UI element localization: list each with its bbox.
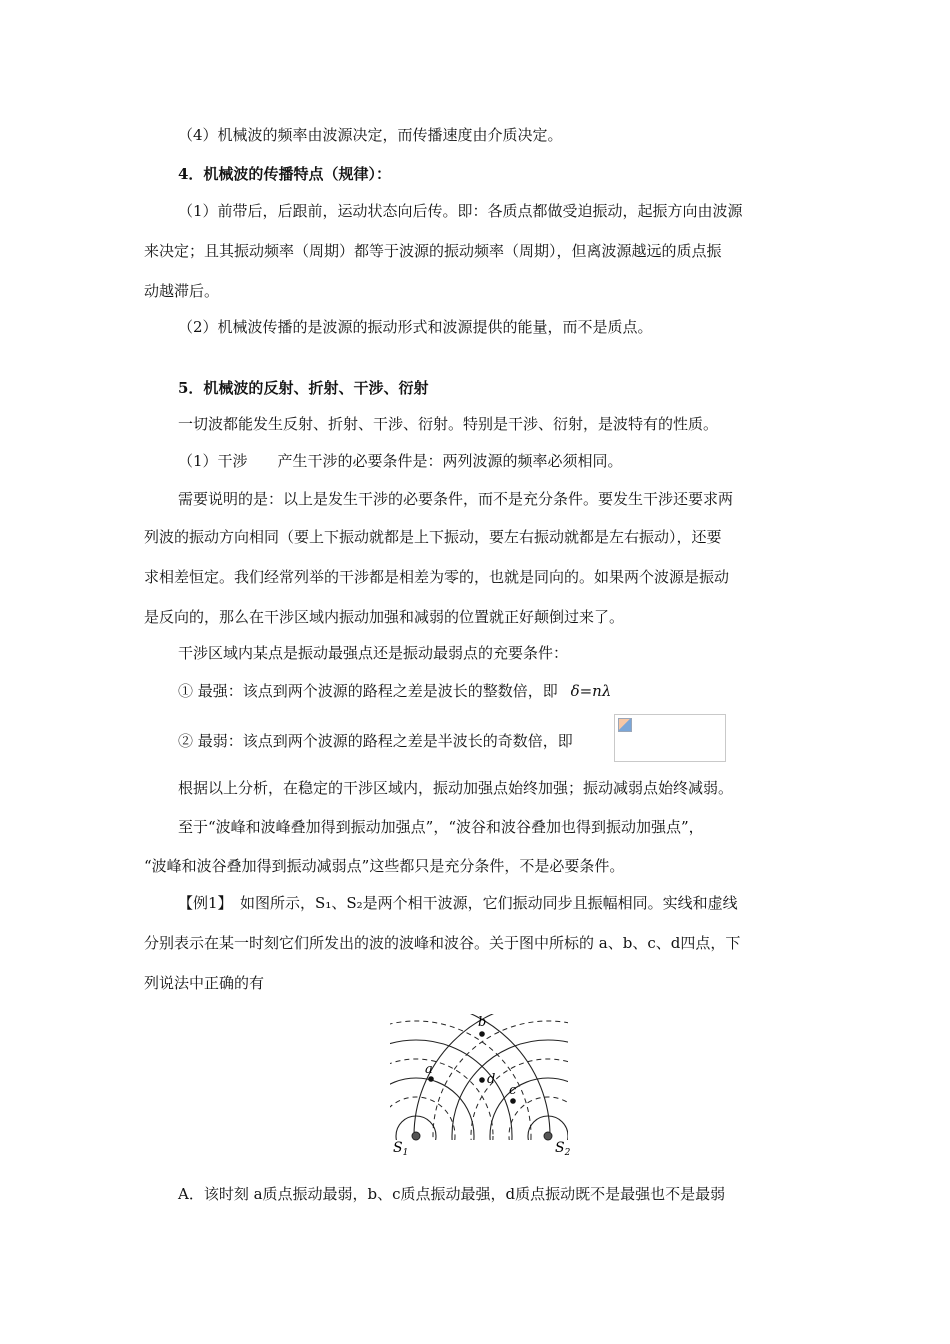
para-superposition-line1: 至于“波峰和波峰叠加得到振动加强点”，“波谷和波谷叠加也得到振动加强点”， [178,818,704,836]
label-s2: $S_2$ [555,1140,571,1158]
para-strong-weak-condition: 干涉区域内某点是振动最强点还是振动最弱点的充要条件： [178,644,569,662]
para-explanation-line3: 求相差恒定。我们经常列举的干涉都是相差为零的，也就是同向的。如果两个波源是振动 [144,568,730,586]
point-b [479,1031,485,1037]
broken-image-icon [618,718,632,732]
para-explanation-line1: 需要说明的是：以上是发生干涉的必要条件，而不是充分条件。要发生干涉还要求两 [178,490,734,508]
para-frequency-note: （4）机械波的频率由波源决定，而传播速度由介质决定。 [178,126,563,144]
interference-figure [384,1010,574,1160]
example-1-line1: 【例1】 如图所示，S₁、S₂是两个相干波源，它们振动同步且振幅相同。实线和虚线 [178,894,738,912]
para-explanation-line2: 列波的振动方向相同（要上下振动就都是上下振动，要左右振动就都是左右振动），还要 [144,528,722,546]
label-d: d [487,1072,496,1087]
para-explanation-line4: 是反向的，那么在干涉区域内振动加强和减弱的位置就正好颠倒过来了。 [144,608,625,626]
heading-reflection-interference: 5．机械波的反射、折射、干涉、衍射 [178,379,429,397]
source-s2-dot [544,1132,552,1140]
para-all-waves: 一切波都能发生反射、折射、干涉、衍射。特别是干涉、衍射，是波特有的性质。 [178,415,719,433]
para-interference-condition: （1）干涉 产生干涉的必要条件是：两列波源的频率必须相同。 [178,452,623,470]
point-d [479,1077,485,1083]
label-b: b [478,1015,487,1030]
strongest-text: ① 最强：该点到两个波源的路程之差是波长的整数倍，即 [178,682,558,700]
para-feature-1-line3: 动越滞后。 [144,282,220,300]
para-feature-1-line2: 来决定；且其振动频率（周期）都等于波源的振动频率（周期），但离波源越远的质点振 [144,242,722,260]
para-strongest [178,681,611,701]
point-c [510,1098,516,1104]
label-c: c [509,1083,517,1098]
s2-trough-3 [433,1021,574,1160]
point-a [428,1076,434,1082]
example-1-line2: 分别表示在某一时刻它们所发出的波的波峰和波谷。关于图中所标的 a、b、c、d四点，下 [144,934,741,952]
option-a: A．该时刻 a质点振动最弱，b、c质点振动最强，d质点振动既不是最强也不是最弱 [178,1185,726,1203]
para-superposition-line2: “波峰和波谷叠加得到振动减弱点”这些都只是充分条件，不是必要条件。 [144,857,625,875]
para-feature-2: （2）机械波传播的是波源的振动形式和波源提供的能量，而不是质点。 [178,318,653,336]
label-a: a [425,1062,433,1077]
interference-diagram [384,1010,574,1160]
para-analysis: 根据以上分析，在稳定的干涉区域内，振动加强点始终加强；振动减弱点始终减弱。 [178,779,734,797]
source-s1-dot [412,1132,420,1140]
para-feature-1-line1: （1）前带后，后跟前，运动状态向后传。即：各质点都做受迫振动，起振方向由波源 [178,202,743,220]
example-1-line3: 列说法中正确的有 [144,974,265,992]
heading-propagation-features: 4．机械波的传播特点（规律）： [178,165,391,183]
para-weakest: ② 最弱：该点到两个波源的路程之差是半波长的奇数倍，即 [178,732,573,750]
label-s1: $S_1$ [393,1140,409,1158]
strongest-formula: δ=nλ [570,682,612,700]
missing-formula-image [614,714,726,762]
